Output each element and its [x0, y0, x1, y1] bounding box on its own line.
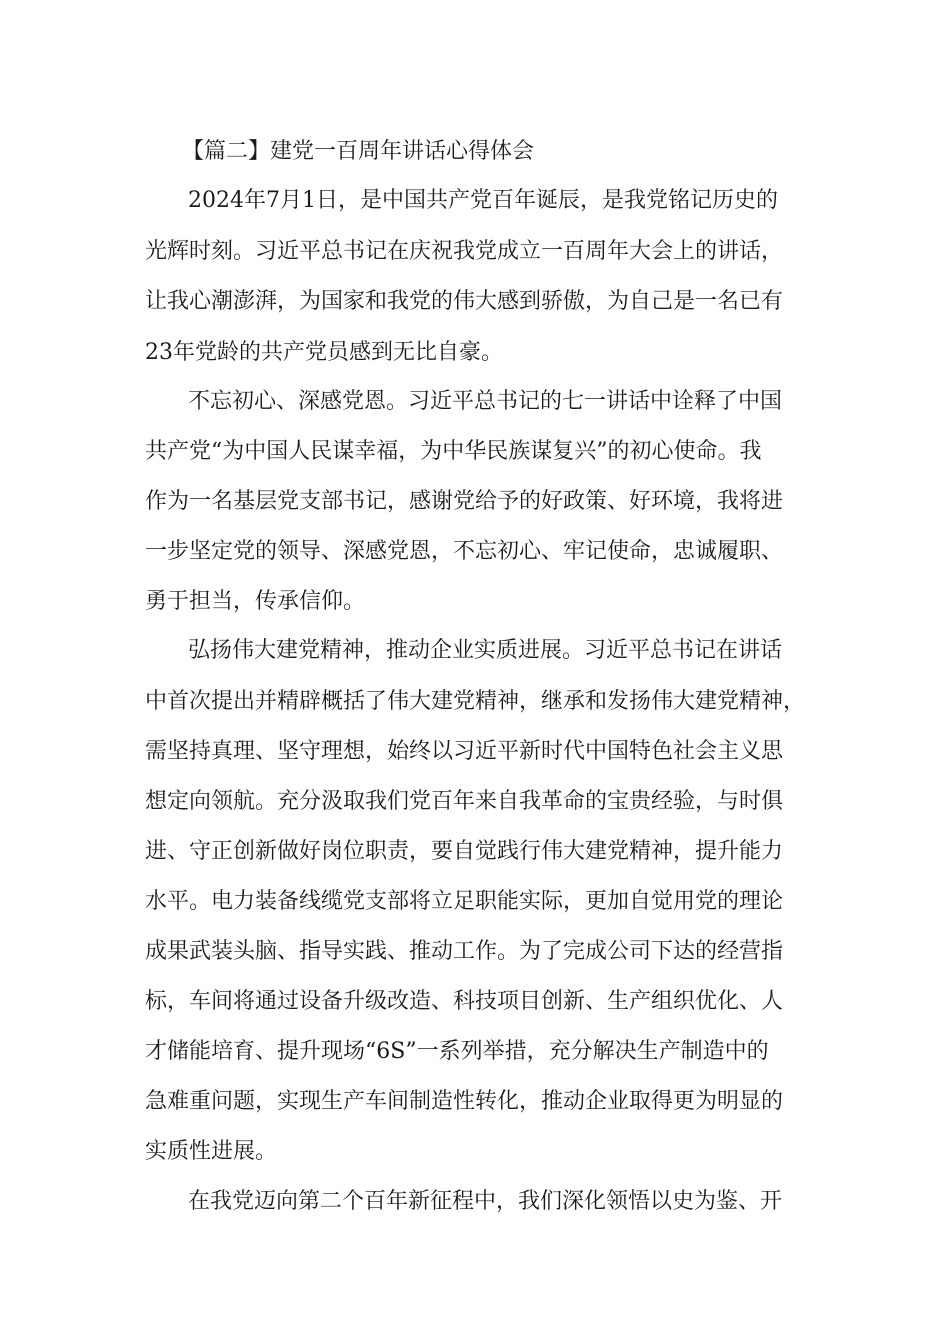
- paragraph-line: 需坚持真理、坚守理想，始终以习近平新时代中国特色社会主义思: [145, 739, 784, 764]
- paragraph-line: 想定向领航。充分汲取我们党百年来自我革命的宝贵经验，与时俱: [145, 789, 784, 814]
- paragraph-line: 让我心潮澎湃，为国家和我党的伟大感到骄傲，为自己是一名已有: [145, 289, 784, 314]
- paragraph-line: 实质性进展。: [145, 1139, 278, 1164]
- paragraph-line: 23年党龄的共产党员感到无比自豪。: [145, 340, 503, 365]
- paragraph-line: 在我党迈向第二个百年新征程中，我们深化领悟以史为鉴、开: [188, 1189, 783, 1214]
- paragraph-line: 2024年7月1日，是中国共产党百年诞辰，是我党铭记历史的: [188, 188, 778, 213]
- paragraph-line: 勇于担当，传承信仰。: [145, 589, 366, 614]
- paragraph-line: 弘扬伟大建党精神，推动企业实质进展。习近平总书记在讲话: [188, 638, 783, 663]
- paragraph-line: 进、守正创新做好岗位职责，要自觉践行伟大建党精神，提升能力: [145, 839, 784, 864]
- paragraph-line: 成果武装头脑、指导实践、推动工作。为了完成公司下达的经营指: [145, 939, 784, 964]
- paragraph-line: 共产党“为中国人民谋幸福，为中华民族谋复兴”的初心使命。我: [145, 439, 762, 464]
- paragraph-line: 不忘初心、深感党恩。习近平总书记的七一讲话中诠释了中国: [188, 389, 783, 414]
- paragraph-line: 急难重问题，实现生产车间制造性转化，推动企业取得更为明显的: [145, 1089, 784, 1114]
- paragraph-line: 标，车间将通过设备升级改造、科技项目创新、生产组织优化、人: [145, 989, 784, 1014]
- paragraph-line: 水平。电力装备线缆党支部将立足职能实际，更加自觉用党的理论: [145, 889, 784, 914]
- paragraph-line: 一步坚定党的领导、深感党恩，不忘初心、牢记使命，忠诚履职、: [145, 539, 784, 564]
- paragraph-line: 光辉时刻。习近平总书记在庆祝我党成立一百周年大会上的讲话，: [145, 239, 784, 264]
- paragraph-line: 才储能培育、提升现场“6S”一系列举措，充分解决生产制造中的: [145, 1039, 769, 1064]
- paragraph-line: 作为一名基层党支部书记，感谢党给予的好政策、好环境，我将进: [145, 489, 784, 514]
- paragraph-line: 中首次提出并精辟概括了伟大建党精神，继承和发扬伟大建党精神，: [145, 689, 806, 714]
- document-heading: 【篇二】建党一百周年讲话心得体会: [182, 139, 535, 164]
